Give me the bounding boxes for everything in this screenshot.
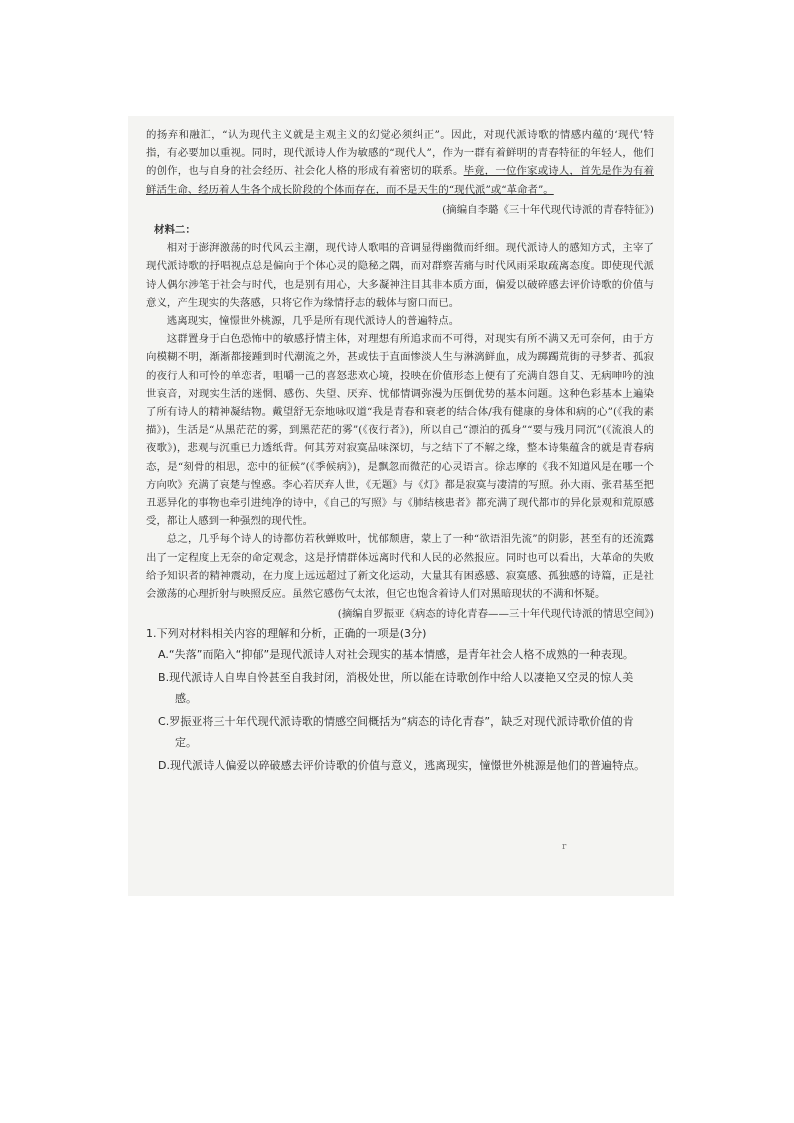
material2-heading: 材料二： <box>154 224 196 237</box>
option-c: C.罗振亚将三十年代现代派诗歌的情感空间概括为“病态的诗化青春”，缺乏对现代派诗歌价值的肯定。 <box>158 714 634 749</box>
stray-pen-mark: r <box>562 842 567 852</box>
option-d: D.现代派诗人偏爱以碎破感去评价诗歌的价值与意义，逃离现实，憧憬世外桃源是他们的普遍特点。 <box>158 758 646 772</box>
material1-tail-line: 的扬弃和融汇，“认为现代主义就是主观主义的幻觉必须纠正”。因此，对现代派诗歌的情感内蕴的‘现代’特指，有必要加以重视。同时，现代派诗人作为敏感的“现代人”，作为一群有着鲜明的青春特征的年轻人，他们的创作，也与自身的社会经历、社会化人格的形成有着密切的联系。 <box>146 129 654 178</box>
material2-paragraph: 总之，几乎每个诗人的诗都仿若秋蝉败叶，忧郁颓唐，蒙上了一种“欲语泪先流”的阴影，甚至有的还流露出了一定程度上无奈的命定观念，这是抒情群体远离时代和人民的必然报应。同时也可以看出，大革命的失败给予知识者的精神震动，在力度上远远超过了新文化运动，大量其有困惑感、寂寞感、孤独感的诗篇，正是社会激荡的心理折射与映照反应。虽然它感伤气太浓，但它也饱含着诗人们对黑暗现状的不满和怀疑。 <box>146 533 654 601</box>
material2-paragraph: 相对于澎湃激荡的时代风云主潮，现代诗人歌唱的音调显得幽微而纤细。现代派诗人的感知方式，主宰了现代派诗歌的抒唱视点总是偏向于个体心灵的隐秘之隅，而对群察苦痛与时代风雨采取疏离态度。即使现代派诗人偶尔涉笔于社会与时代，也是别有用心，大多凝神注目其非本质方面，偏爱以破碎感去评价诗歌的价值与意义，产生现实的失落感，只将它作为缘情抒志的载体与窗口而已。 <box>146 242 654 309</box>
material2-paragraph: 这群置身于白色恐怖中的敏感抒情主体，对理想有所追求而不可得，对现实有所不满又无可奈何，由于方向模糊不明，渐渐都接踵到时代潮流之外，甚或怯于直面惨淡人生与淋漓鲜血，成为踯躅荒街的寻梦者、孤寂的夜行人和可怜的单恋者，咀嚼一己的喜怒悲欢心境，投映在价值形态上便有了充满自怨自艾、无病呻吟的浊世哀音，对现实生活的迷惘、感伤、失望、厌弃、忧郁情调弥漫为压倒优势的基本问题。这种色彩基本上遍染了所有诗人的精神凝结物。戴望舒无奈地咏叹道“我是青春和衰老的结合体/我有健康的身体和病的心”(《我的素描》)，生活是“从黑茫茫的雾，到黑茫茫的雾”(《夜行者》)，所以自己“漂泊的孤身”“要与残月同沉”(《流浪人的夜歌》)，悲观与沉重已力透纸背。何其芳对寂寞品味深切，与之结下了不解之缘，整本诗集蕴含的就是青春病态，是“刻骨的相思，恋中的征候”(《季候病》)，是飘忽而微茫的心灵语言。徐志摩的《我不知道风是在哪一个方向吹》充满了哀楚与惶惑。李心若厌弃人世，《无题》与《灯》都是寂寞与凄清的写照。孙大雨、张君基至把丑恶异化的事物也牵引进纯净的诗中，《自己的写照》与《肺结核患者》都充满了现代都市的异化景观和荒原感受，都让人感到一种强烈的现代性。 <box>146 333 654 528</box>
option-b: B.现代派诗人自卑自怜甚至自我封闭，消极处世，所以能在诗歌创作中给人以凄艳又空灵的惊人美感。 <box>158 670 634 705</box>
exam-page <box>146 126 654 778</box>
material1-underlined-sentence: 毕竟，一位作家或诗人，首先是作为有着鲜活生命、经历着人生各个成长阶段的个体而存在，而不是天生的“现代派”或“革命者”。 <box>146 165 654 196</box>
material1-tail-text <box>146 126 654 199</box>
material2-paragraph: 逃离现实，憧憬世外桃源，几乎是所有现代派诗人的普遍特点。 <box>166 315 460 328</box>
option-a: A.“失落”而陷入“抑郁”是现代派诗人对社会现实的基本情感，是青年社会人格不成熟的一种表现。 <box>158 647 634 661</box>
material1-source: (摘编自李璐《三十年代现代诗派的青春特征》) <box>442 203 654 216</box>
question-1-options <box>158 644 654 776</box>
question-1-stem: 1.下列对材料相关内容的理解和分析，正确的一项是(3分) <box>146 627 427 641</box>
material2-source: (摘编自罗振亚《病态的诗化青春——三十年代现代诗派的情思空间》) <box>337 608 654 621</box>
